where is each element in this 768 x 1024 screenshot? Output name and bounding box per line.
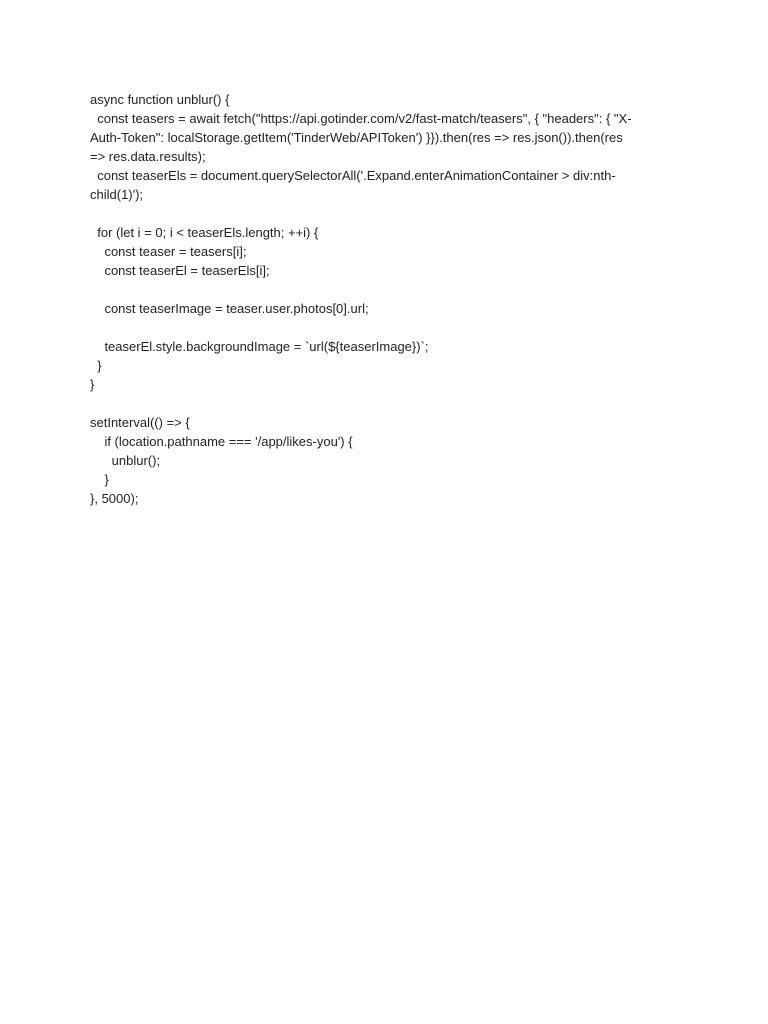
code-line <box>90 318 670 337</box>
code-line: unblur(); <box>90 453 161 468</box>
code-line: }, 5000); <box>90 491 139 506</box>
code-line: const teaserEls = document.querySelectorAll('.Expand.enterAnimationContainer > div:nth- <box>90 168 616 183</box>
code-line: child(1)'); <box>90 187 144 202</box>
code-line: } <box>90 358 102 373</box>
code-line: const teaser = teasers[i]; <box>90 244 247 259</box>
code-line: } <box>90 377 95 392</box>
code-line: for (let i = 0; i < teaserEls.length; ++i) { <box>90 225 319 240</box>
code-line: const teaserImage = teaser.user.photos[0].url; <box>90 301 369 316</box>
code-line <box>90 280 670 299</box>
code-line: } <box>90 472 109 487</box>
code-line <box>90 394 670 413</box>
code-snippet <box>90 90 670 508</box>
code-line: => res.data.results); <box>90 149 206 164</box>
code-line: async function unblur() { <box>90 92 230 107</box>
code-line: const teaserEl = teaserEls[i]; <box>90 263 270 278</box>
code-line <box>90 204 670 223</box>
code-line: Auth-Token": localStorage.getItem('TinderWeb/APIToken') }}).then(res => res.json()).then(res <box>90 130 623 145</box>
code-line: const teasers = await fetch("https://api.gotinder.com/v2/fast-match/teasers", { "headers": { "X- <box>90 111 632 126</box>
code-line: teaserEl.style.backgroundImage = `url(${teaserImage})`; <box>90 339 429 354</box>
code-line: setInterval(() => { <box>90 415 190 430</box>
code-line: if (location.pathname === '/app/likes-you') { <box>90 434 353 449</box>
